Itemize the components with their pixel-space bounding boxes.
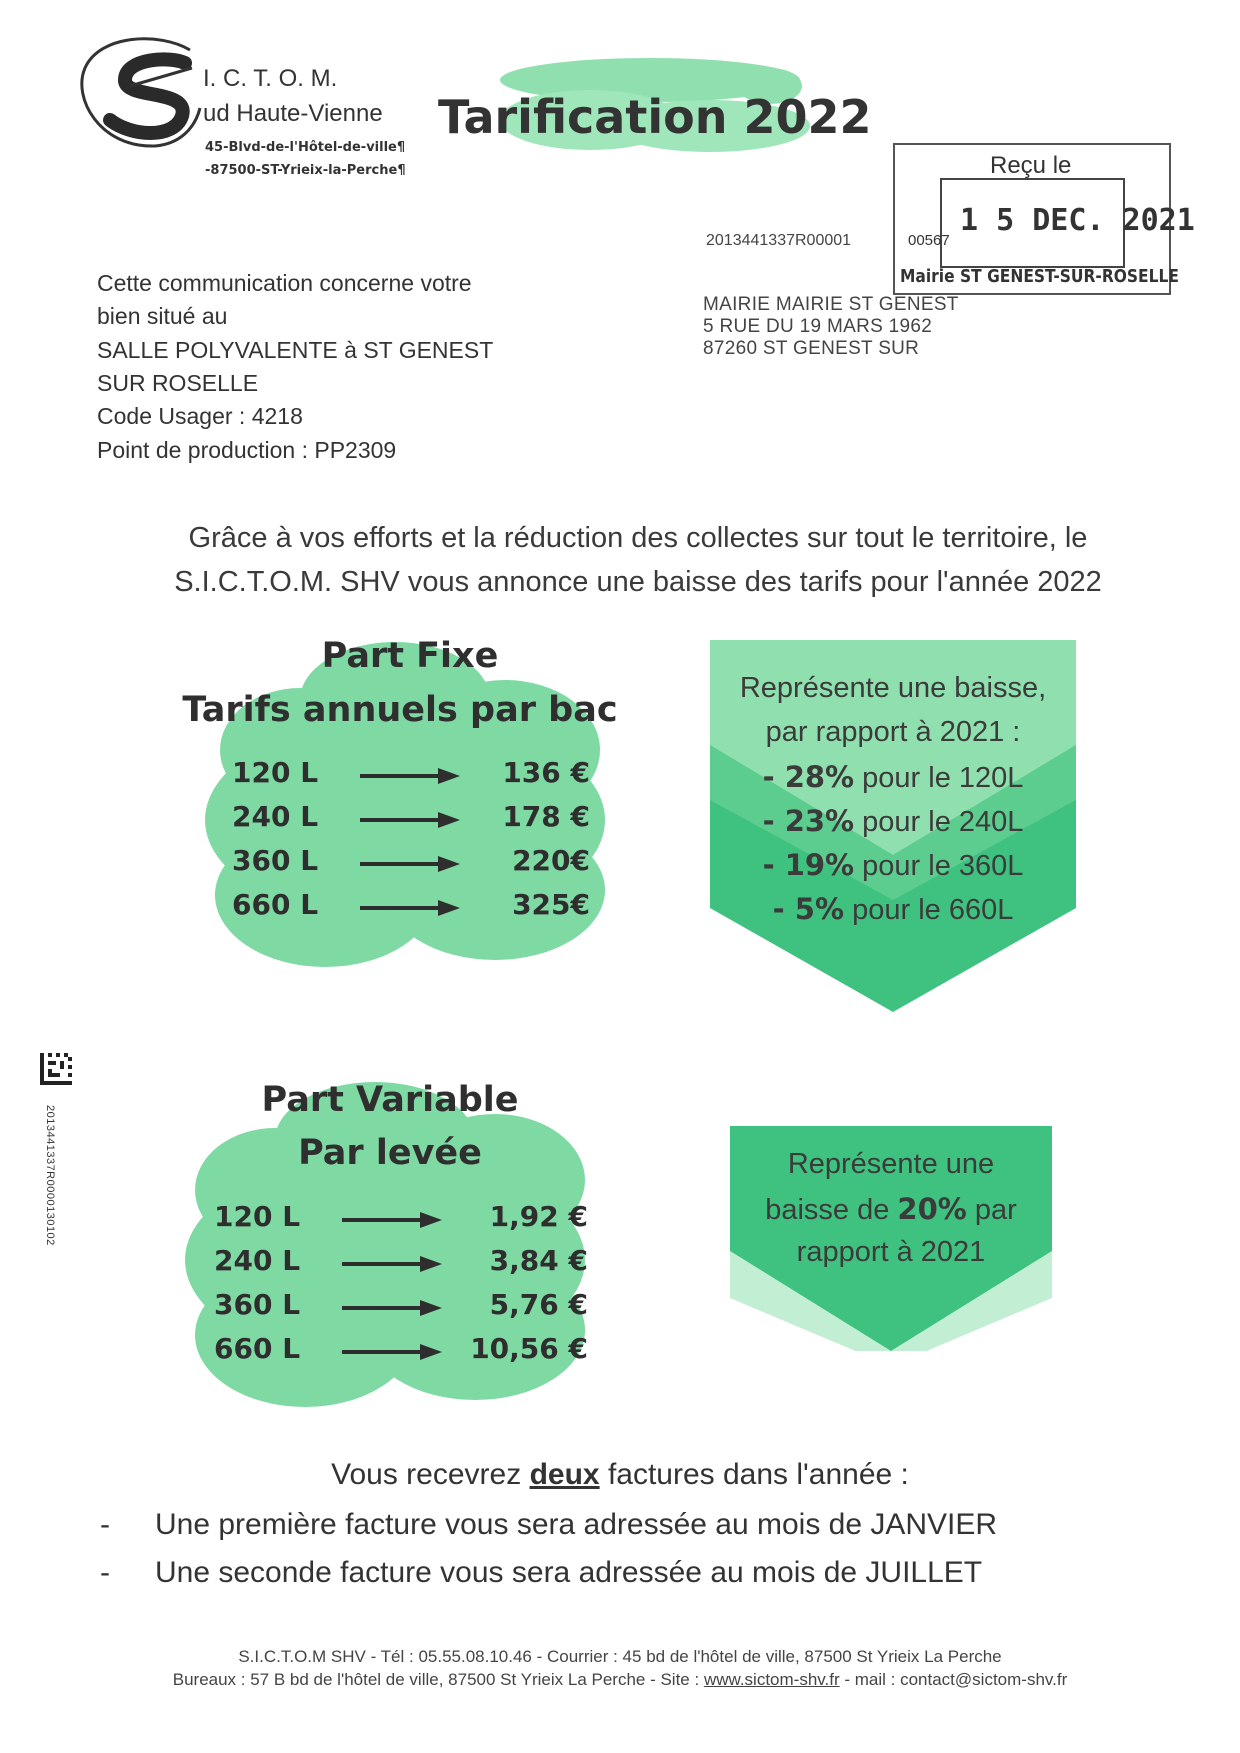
container-price: 136 € (502, 756, 590, 789)
reduction-percent: - 28% (762, 760, 855, 794)
intro-line-2: S.I.C.T.O.M. SHV vous annonce une baisse des tarifs pour l'année 2022 (174, 566, 1102, 598)
container-size: 120 L (214, 1200, 301, 1233)
reduction-percent: - 19% (762, 848, 855, 882)
logo-city-line: -87500-ST-Yrieix-la-Perche¶ (205, 163, 406, 178)
invoices-count: deux (529, 1458, 600, 1491)
invoice-bullet-1: - (100, 1508, 110, 1541)
container-size: 660 L (232, 888, 319, 921)
footer-line-2: Bureaux : 57 B bd de l'hôtel de ville, 87500 St Yrieix La Perche - Site : www.sictom-shv.fr - mail : contact@sictom-shv.fr (172, 1670, 1068, 1689)
variable-reduction-line-1: Représente une (787, 1148, 995, 1180)
fixed-reduction-line-1: Représente une baisse, (739, 672, 1047, 704)
invoices-heading: Vous recevrez deux factures dans l'année : (331, 1458, 909, 1491)
sictom-logo-icon (70, 28, 210, 158)
reduction-item (710, 892, 1076, 927)
variable-part-subtitle: Par levée (298, 1133, 482, 1173)
container-price: 325€ (512, 888, 590, 921)
right-arrow-icon (360, 766, 460, 786)
container-size: 660 L (214, 1332, 301, 1365)
right-arrow-icon (342, 1210, 442, 1230)
right-arrow-icon (360, 810, 460, 830)
invoice-item-2: Une seconde facture vous sera adressée au mois de JUILLET (155, 1556, 983, 1589)
rate-row (232, 888, 590, 928)
property-location-line-1: SALLE POLYVALENTE à ST GENEST (97, 337, 494, 363)
reduction-item (710, 804, 1076, 839)
intro-line-1: Grâce à vos efforts et la réduction des collectes sur tout le territoire, le (188, 522, 1088, 554)
container-price: 1,92 € (489, 1200, 588, 1233)
rate-row (214, 1332, 588, 1372)
property-location-line-2: SUR ROSELLE (97, 370, 259, 396)
rate-row (214, 1244, 588, 1284)
user-code: Code Usager : 4218 (97, 403, 303, 429)
logo-name-line: I. C. T. O. M. (203, 65, 338, 92)
rate-row (232, 756, 590, 796)
logo-address-line: 45-Blvd-de-l'Hôtel-de-ville¶ (205, 140, 406, 155)
fixed-part-subtitle: Tarifs annuels par bac (182, 690, 618, 730)
stamp-date: 1 5 DEC. 2021 (960, 203, 1195, 238)
production-point: Point de production : PP2309 (97, 437, 397, 463)
container-price: 10,56 € (470, 1332, 588, 1365)
address-line-1: MAIRIE MAIRIE ST GENEST (703, 294, 959, 315)
container-price: 220€ (512, 844, 590, 877)
address-line-2: 5 RUE DU 19 MARS 1962 (703, 316, 933, 337)
reduction-target: pour le 360L (862, 850, 1024, 882)
invoice-bullet-2: - (100, 1556, 110, 1589)
rate-row (214, 1200, 588, 1240)
right-arrow-icon (342, 1342, 442, 1362)
container-price: 178 € (502, 800, 590, 833)
container-size: 240 L (232, 800, 319, 833)
container-size: 360 L (232, 844, 319, 877)
variable-reduction-line-3: rapport à 2021 (796, 1236, 986, 1268)
container-size: 240 L (214, 1244, 301, 1277)
right-arrow-icon (360, 898, 460, 918)
container-price: 3,84 € (489, 1244, 588, 1277)
right-arrow-icon (342, 1254, 442, 1274)
document-reference: 2013441337R00001 (706, 232, 852, 249)
stamp-number: 00567 (908, 232, 950, 249)
variable-part-title: Part Variable (261, 1080, 519, 1120)
container-size: 360 L (214, 1288, 301, 1321)
page-title: Tarification 2022 (438, 90, 872, 144)
website-link[interactable]: www.sictom-shv.fr (703, 1670, 840, 1689)
reduction-target: pour le 120L (862, 762, 1024, 794)
reduction-target: pour le 240L (862, 806, 1024, 838)
property-intro-line-2: bien situé au (97, 303, 228, 329)
property-intro-line-1: Cette communication concerne votre (97, 270, 472, 296)
address-line-3: 87260 ST GENEST SUR (703, 338, 920, 359)
logo-region-line: ud Haute-Vienne (203, 100, 383, 127)
reduction-target: pour le 660L (852, 894, 1014, 926)
footer-line-1: S.I.C.T.O.M SHV - Tél : 05.55.08.10.46 - Courrier : 45 bd de l'hôtel de ville, 87500 St Yrieix La Perche (238, 1647, 1002, 1666)
container-price: 5,76 € (489, 1288, 588, 1321)
right-arrow-icon (360, 854, 460, 874)
side-barcode-number: 2013441337R0000130102 (44, 1105, 56, 1246)
reduction-percent: - 23% (762, 804, 855, 838)
fixed-part-title: Part Fixe (321, 636, 499, 676)
invoice-item-1: Une première facture vous sera adressée au mois de JANVIER (155, 1508, 998, 1541)
datamatrix-code-icon (40, 1053, 72, 1085)
container-size: 120 L (232, 756, 319, 789)
rate-row (232, 800, 590, 840)
stamp-place: Mairie ST GENEST-SUR-ROSELLE (900, 266, 1179, 287)
reduction-item (710, 760, 1076, 795)
reduction-item (710, 848, 1076, 883)
right-arrow-icon (342, 1298, 442, 1318)
reduction-percent: - 5% (772, 892, 845, 926)
variable-reduction-percent: 20% (897, 1192, 967, 1226)
variable-reduction-line-2: baisse de 20% par (765, 1192, 1017, 1226)
fixed-reduction-line-2: par rapport à 2021 : (765, 716, 1021, 748)
rate-row (214, 1288, 588, 1328)
rate-row (232, 844, 590, 884)
stamp-label: Reçu le (990, 152, 1072, 179)
